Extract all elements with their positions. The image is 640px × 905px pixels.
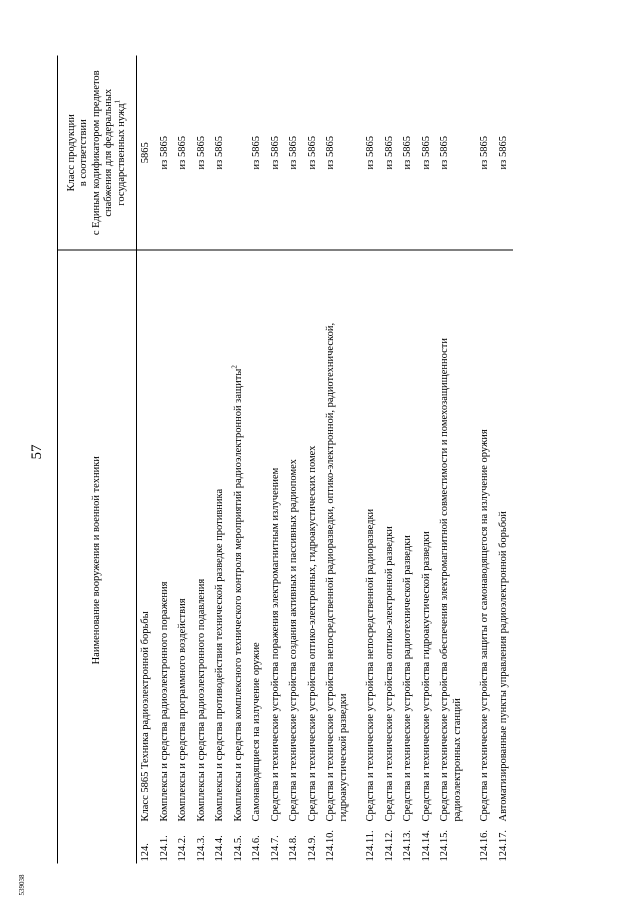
row-name: Средства и технические устройства оптико-электронной разведки	[383, 526, 395, 822]
header-class-line: государственных нужд	[115, 103, 127, 206]
table-row	[436, 56, 467, 864]
row-class: из 5865	[436, 56, 467, 251]
table-row	[322, 56, 353, 864]
header-class-line: с Единым кодификатором предметов	[90, 70, 102, 236]
document-id	[17, 870, 27, 900]
row-number: 124.16.	[479, 830, 490, 862]
table-row	[418, 56, 437, 864]
header-class-column	[58, 56, 137, 251]
table-row	[193, 56, 212, 864]
row-name: Средства и технические устройства защиты от самонаводящегося на излучение оружия	[479, 429, 490, 822]
row-name: Средства и технические устройства непосредственной радиоразведки, оптико-электронной, радиотехнической, гидроакустической разведки	[325, 322, 349, 822]
document-id-text: 539038	[18, 874, 26, 896]
table-row	[495, 56, 514, 864]
row-class: из 5865	[285, 56, 304, 251]
row-class: из 5865	[322, 56, 353, 251]
row-number: 124.9.	[306, 835, 318, 862]
row-number: 124.5.	[232, 835, 244, 862]
row-number: 124.17.	[497, 830, 509, 862]
header-class-line: Класс продукции	[65, 114, 77, 192]
row-class	[230, 56, 249, 251]
table-row	[156, 56, 175, 864]
row-class: из 5865	[304, 56, 323, 251]
row-name: Средства и технические устройства создания активных и пассивных радиопомех	[288, 459, 299, 822]
row-number: 124.	[140, 843, 151, 862]
row-number: 124.10.	[325, 830, 336, 862]
row-number: 124.14.	[420, 830, 432, 862]
classification-table	[57, 56, 513, 864]
row-name: Комплексы и средства радиоэлектронного подавления	[195, 578, 207, 822]
table-header-row	[58, 56, 137, 864]
rotated-page	[25, 25, 615, 880]
row-class: из 5865	[353, 56, 381, 251]
footnote-marker: 1	[113, 99, 122, 104]
row-number: 124.13.	[402, 830, 413, 862]
table-row	[285, 56, 304, 864]
page-number: 57	[29, 444, 45, 460]
row-name: Средства и технические устройства радиотехнической разведки	[402, 535, 413, 822]
row-class: из 5865	[193, 56, 212, 251]
row-number: 124.11.	[365, 830, 376, 862]
row-number: 124.8.	[288, 835, 299, 862]
row-name: Комплексы и средства радиоэлектронного поражения	[158, 581, 170, 822]
table-row	[467, 56, 495, 864]
table-row	[353, 56, 381, 864]
row-name: Средства и технические устройства гидроакустической разведки	[420, 531, 432, 822]
row-number: 124.7.	[269, 835, 281, 862]
table-row	[399, 56, 418, 864]
row-class: из 5865	[248, 56, 267, 251]
row-class: 5865	[137, 56, 156, 251]
table-row	[248, 56, 267, 864]
table-row	[174, 56, 193, 864]
row-name: Комплексы и средства программного воздействия	[177, 598, 188, 822]
row-number: 124.3.	[195, 835, 207, 862]
row-class: из 5865	[418, 56, 437, 251]
row-number: 124.1.	[158, 835, 170, 862]
table-row	[381, 56, 400, 864]
row-class: из 5865	[174, 56, 193, 251]
row-name-cell	[230, 251, 249, 826]
row-name: Класс 5865 Техника радиоэлектронной борьбы	[140, 611, 151, 822]
table-row	[230, 56, 249, 864]
row-class: из 5865	[156, 56, 175, 251]
row-name: Комплексы и средства противодействия технической разведке противника	[214, 488, 225, 822]
row-number: 124.12.	[383, 830, 395, 862]
row-name: Самонаводящиеся на излучение оружие	[251, 642, 262, 822]
table-row	[304, 56, 323, 864]
table-row	[211, 56, 230, 864]
row-number: 124.2.	[177, 835, 188, 862]
row-class: из 5865	[467, 56, 495, 251]
row-name: Средства и технические устройства поражения электромагнитным излучением	[269, 467, 281, 822]
table-row	[137, 56, 156, 864]
header-class-line: в соответствии	[78, 119, 90, 187]
row-class: из 5865	[381, 56, 400, 251]
row-name: Средства и технические устройства непосредственной радиоразведки	[365, 508, 376, 822]
row-class: из 5865	[399, 56, 418, 251]
row-number: 124.15.	[439, 830, 450, 862]
row-number: 124.4.	[214, 835, 225, 862]
row-name: Комплексы и средства комплексного технического контроля мероприятий радиоэлектронной защиты	[232, 368, 244, 822]
row-name: Средства и технические устройства обеспечения электромагнитной совместимости и помехозащищенности радиоэлектронных станций	[439, 338, 463, 822]
header-name-column: Наименование вооружения и военной техники	[58, 251, 137, 864]
row-name: Автоматизированные пункты управления радиоэлектронной борьбой	[497, 511, 509, 822]
row-class: из 5865	[267, 56, 286, 251]
table-row	[267, 56, 286, 864]
row-number: 124.6.	[251, 835, 262, 862]
row-name: Средства и технические устройства оптико-электронных, гидроакустических помех	[306, 445, 318, 822]
row-class: из 5865	[211, 56, 230, 251]
footnote-marker: 2	[230, 365, 238, 369]
header-class-line: снабжения для федеральных	[103, 88, 115, 217]
row-class: из 5865	[495, 56, 514, 251]
